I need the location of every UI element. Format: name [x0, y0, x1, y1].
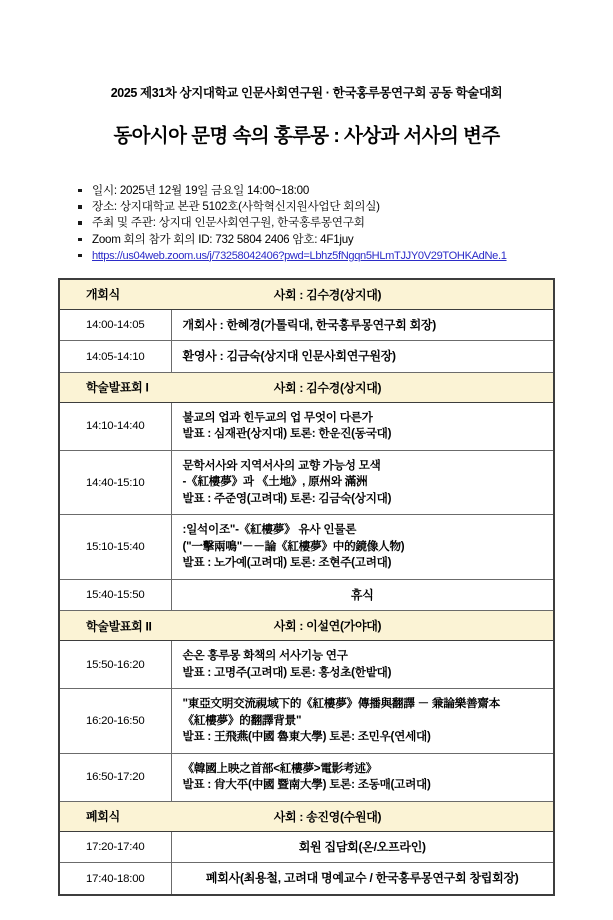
- session-time: 17:40-18:00: [59, 863, 171, 895]
- section-name: 학술발표회 II: [86, 619, 152, 634]
- session-content-line: 발표 : 고명주(고려대) 토론: 홍성초(한밭대): [182, 665, 392, 679]
- session-content-line: ("一擊兩鳴"－－論《紅樓夢》中的鏡像人物): [182, 539, 405, 553]
- section-header-cell: [59, 372, 554, 402]
- session-content-line: 《韓國上映之首部<紅樓夢>電影考述》: [182, 761, 378, 775]
- session-content: [171, 309, 554, 341]
- table-row: [59, 450, 554, 515]
- info-item-date: 일시: 2025년 12월 19일 금요일 14:00~18:00: [78, 183, 557, 199]
- session-content-line: -《紅樓夢》과 《土地》, 原州와 滿洲: [182, 475, 368, 489]
- info-item-zoom-link: [78, 248, 557, 264]
- schedule-table: [58, 278, 555, 896]
- session-content-line: "東亞文明交流視域下的《紅樓夢》傳播與翻譯 － 兼論樂善齋本: [182, 697, 500, 711]
- zoom-meeting-link[interactable]: https://us04web.zoom.us/j/73258042406?pwd=Lbhz5fNgqn5HLmTJJY0V29TOHKAdNe.1: [92, 249, 507, 262]
- schedule-section-header: [59, 279, 554, 310]
- session-content: [171, 831, 554, 863]
- session-time: 14:40-15:10: [59, 450, 171, 515]
- session-content-line: 발표 : 노가예(고려대) 토론: 조현주(고려대): [182, 556, 392, 570]
- session-content: [171, 450, 554, 515]
- session-content-line: 휴식: [350, 587, 374, 602]
- table-row: [59, 402, 554, 450]
- table-row: [59, 341, 554, 373]
- session-content-line: 《紅樓夢》的翻譯背景": [182, 713, 302, 727]
- session-content: [171, 689, 554, 754]
- table-row: [59, 831, 554, 863]
- section-header-cell: [59, 801, 554, 831]
- table-row: [59, 689, 554, 754]
- session-content-line: 회원 집담회(온/오프라인): [298, 839, 426, 854]
- session-content: [171, 402, 554, 450]
- session-content-line: 환영사 : 김금숙(상지대 인문사회연구원장): [182, 349, 396, 364]
- session-time: 14:05-14:10: [59, 341, 171, 373]
- section-chair: 사회 : 송진영(수원대): [273, 809, 382, 824]
- session-time: 14:10-14:40: [59, 402, 171, 450]
- section-chair: 사회 : 이설연(가야대): [273, 619, 382, 634]
- info-item-zoom-id: Zoom 회의 참가 회의 ID: 732 5804 2406 암호: 4F1juy: [78, 232, 557, 248]
- session-time: 16:20-16:50: [59, 689, 171, 754]
- table-row: [59, 515, 554, 580]
- session-content: [171, 863, 554, 895]
- section-chair: 사회 : 김수경(상지대): [273, 287, 382, 302]
- info-item-organizer: 주최 및 주관: 상지대 인문사회연구원, 한국홍루몽연구회: [78, 215, 557, 231]
- session-content-line: 문학서사와 지역서사의 교향 가능성 모색: [182, 458, 381, 472]
- session-time: 15:50-16:20: [59, 641, 171, 689]
- info-item-venue: 장소: 상지대학교 본관 5102호(사학혁신지원사업단 회의실): [78, 199, 557, 215]
- schedule-table-body: [59, 279, 554, 895]
- session-content: [171, 515, 554, 580]
- page-title: 동아시아 문명 속의 홍루몽 : 사상과 서사의 변주: [113, 124, 500, 147]
- session-content-line: :일석이조"-《紅樓夢》 유사 인물론: [182, 523, 357, 537]
- section-name: 학술발표회 I: [86, 380, 149, 395]
- session-content: [171, 579, 554, 611]
- session-content: [171, 753, 554, 801]
- section-name: 폐회식: [86, 809, 120, 824]
- session-content-line: 발표 : 肖大平(中國 暨南大學) 토론: 조동매(고려대): [182, 778, 431, 792]
- session-time: 17:20-17:40: [59, 831, 171, 863]
- table-row: [59, 863, 554, 895]
- session-content-line: 개회사 : 한혜경(가톨릭대, 한국홍루몽연구회 회장): [182, 317, 436, 332]
- table-row: [59, 579, 554, 611]
- section-header-cell: [59, 611, 554, 641]
- section-header-cell: [59, 279, 554, 310]
- conference-subject-line: 2025 제31차 상지대학교 인문사회연구원 · 한국홍루몽연구회 공동 학술대회: [110, 86, 503, 100]
- section-chair: 사회 : 김수경(상지대): [273, 380, 382, 395]
- session-content-line: 발표 : 王飛燕(中國 魯東大學) 토론: 조민우(연세대): [182, 730, 431, 744]
- table-row: [59, 753, 554, 801]
- schedule-section-header: [59, 801, 554, 831]
- session-content-line: 불교의 업과 힌두교의 업 무엇이 다른가: [182, 410, 373, 424]
- session-content: [171, 341, 554, 373]
- session-time: 15:10-15:40: [59, 515, 171, 580]
- table-row: [59, 641, 554, 689]
- session-content-line: 발표 : 주준영(고려대) 토론: 김금숙(상지대): [182, 491, 392, 505]
- schedule-section-header: [59, 611, 554, 641]
- session-content-line: 손온 홍루몽 화책의 서사기능 연구: [182, 649, 348, 663]
- table-row: [59, 309, 554, 341]
- schedule-section-header: [59, 372, 554, 402]
- session-content-line: 폐회사(최용철, 고려대 명예교수 / 한국홍루몽연구회 창립회장): [205, 871, 519, 886]
- session-time: 14:00-14:05: [59, 309, 171, 341]
- session-time: 15:40-15:50: [59, 579, 171, 611]
- conference-info-list: [56, 183, 557, 264]
- session-content-line: 발표 : 심재관(상지대) 토론: 한운진(동국대): [182, 427, 392, 441]
- session-time: 16:50-17:20: [59, 753, 171, 801]
- section-name: 개회식: [86, 287, 120, 302]
- session-content: [171, 641, 554, 689]
